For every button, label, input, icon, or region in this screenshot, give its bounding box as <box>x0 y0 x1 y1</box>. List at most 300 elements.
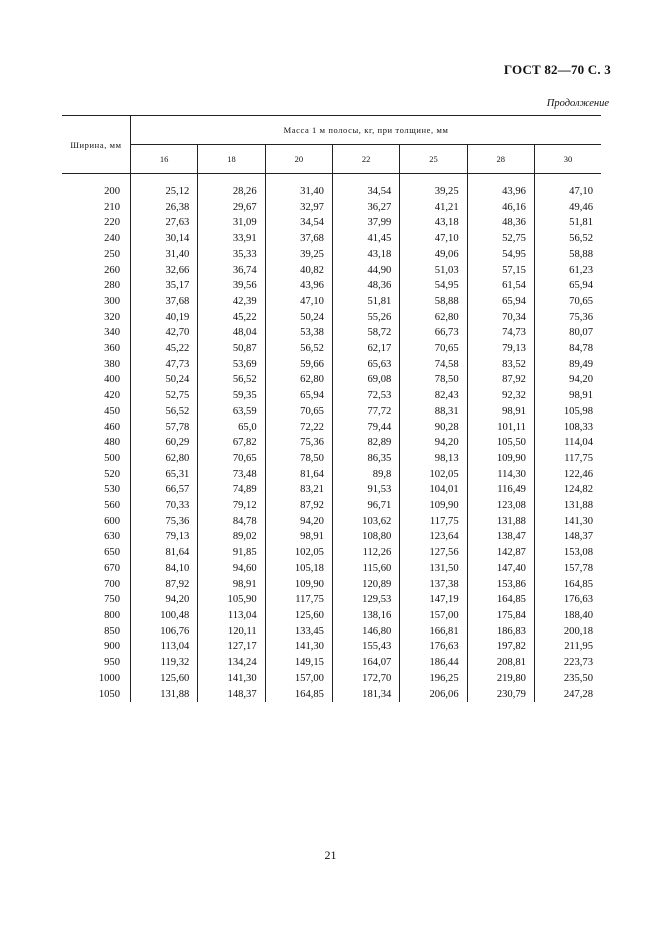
mass-cell: 65,63 <box>332 357 399 373</box>
width-cell: 900 <box>104 641 120 653</box>
mass-cell: 200,18 <box>534 624 601 640</box>
mass-cell: 157,00 <box>265 671 332 687</box>
mass-cell: 35,17 <box>131 278 198 294</box>
mass-cell: 147,40 <box>467 561 534 577</box>
mass-cell: 49,06 <box>400 247 467 263</box>
mass-cell: 39,25 <box>400 174 467 200</box>
mass-cell: 58,88 <box>534 247 601 263</box>
mass-cell: 103,62 <box>332 514 399 530</box>
mass-cell: 91,85 <box>198 545 265 561</box>
mass-cell: 141,30 <box>198 671 265 687</box>
mass-cell: 73,48 <box>198 467 265 483</box>
mass-cell: 141,30 <box>534 514 601 530</box>
mass-cell: 47,73 <box>131 357 198 373</box>
mass-cell: 142,87 <box>467 545 534 561</box>
mass-cell: 31,40 <box>265 174 332 200</box>
mass-cell: 146,80 <box>332 624 399 640</box>
mass-cell: 112,26 <box>332 545 399 561</box>
mass-cell: 26,38 <box>131 200 198 216</box>
mass-cell: 54,95 <box>400 278 467 294</box>
mass-cell: 34,54 <box>265 215 332 231</box>
mass-cell: 40,19 <box>131 310 198 326</box>
mass-cell: 48,36 <box>467 215 534 231</box>
mass-cell: 89,49 <box>534 357 601 373</box>
table-row <box>62 529 601 545</box>
table-row <box>62 671 601 687</box>
table-row <box>62 200 601 216</box>
width-cell: 320 <box>104 311 120 323</box>
mass-cell: 116,49 <box>467 482 534 498</box>
mass-cell: 84,78 <box>198 514 265 530</box>
table-row <box>62 294 601 310</box>
mass-cell: 55,26 <box>332 310 399 326</box>
width-cell: 950 <box>104 657 120 669</box>
mass-cell: 61,54 <box>467 278 534 294</box>
mass-cell: 223,73 <box>534 655 601 671</box>
mass-cell: 164,07 <box>332 655 399 671</box>
mass-cell: 59,66 <box>265 357 332 373</box>
mass-cell: 52,75 <box>467 231 534 247</box>
mass-cell: 45,22 <box>131 341 198 357</box>
mass-cell: 70,65 <box>265 404 332 420</box>
mass-cell: 65,94 <box>265 388 332 404</box>
mass-cell: 47,10 <box>265 294 332 310</box>
width-cell: 340 <box>104 327 120 339</box>
mass-cell: 81,64 <box>265 467 332 483</box>
mass-cell: 219,80 <box>467 671 534 687</box>
mass-cell: 36,74 <box>198 263 265 279</box>
mass-cell: 70,65 <box>400 341 467 357</box>
width-cell: 450 <box>104 405 120 417</box>
mass-cell: 58,72 <box>332 325 399 341</box>
mass-cell: 105,98 <box>534 404 601 420</box>
mass-cell: 98,91 <box>467 404 534 420</box>
table-row <box>62 624 601 640</box>
mass-cell: 57,78 <box>131 420 198 436</box>
table-row <box>62 231 601 247</box>
mass-cell: 96,71 <box>332 498 399 514</box>
table-row <box>62 561 601 577</box>
mass-cell: 153,08 <box>534 545 601 561</box>
mass-cell: 109,90 <box>400 498 467 514</box>
mass-cell: 90,28 <box>400 420 467 436</box>
mass-cell: 70,34 <box>467 310 534 326</box>
mass-cell: 39,56 <box>198 278 265 294</box>
table-row <box>62 514 601 530</box>
mass-cell: 134,24 <box>198 655 265 671</box>
mass-cell: 120,89 <box>332 577 399 593</box>
mass-cell: 43,18 <box>332 247 399 263</box>
mass-cell: 98,91 <box>534 388 601 404</box>
mass-cell: 155,43 <box>332 639 399 655</box>
table-row <box>62 451 601 467</box>
width-cell: 560 <box>104 500 120 512</box>
mass-cell: 94,20 <box>400 435 467 451</box>
width-cell: 420 <box>104 390 120 402</box>
width-cell: 530 <box>104 484 120 496</box>
table-row <box>62 545 601 561</box>
mass-cell: 125,60 <box>131 671 198 687</box>
mass-cell: 74,73 <box>467 325 534 341</box>
mass-cell: 78,50 <box>400 372 467 388</box>
mass-cell: 51,81 <box>332 294 399 310</box>
mass-cell: 49,46 <box>534 200 601 216</box>
table-row <box>62 420 601 436</box>
mass-cell: 114,04 <box>534 435 601 451</box>
width-cell: 260 <box>104 264 120 276</box>
mass-cell: 102,05 <box>400 467 467 483</box>
width-cell: 200 <box>104 186 120 197</box>
mass-cell: 75,36 <box>131 514 198 530</box>
mass-cell: 164,85 <box>467 592 534 608</box>
mass-cell: 79,13 <box>131 529 198 545</box>
mass-cell: 77,72 <box>332 404 399 420</box>
mass-cell: 79,44 <box>332 420 399 436</box>
mass-cell: 50,24 <box>265 310 332 326</box>
mass-cell: 164,85 <box>534 577 601 593</box>
mass-cell: 50,24 <box>131 372 198 388</box>
width-cell: 250 <box>104 248 120 260</box>
mass-cell: 87,92 <box>131 577 198 593</box>
mass-cell: 51,03 <box>400 263 467 279</box>
mass-cell: 56,52 <box>534 231 601 247</box>
mass-cell: 149,15 <box>265 655 332 671</box>
mass-cell: 117,75 <box>534 451 601 467</box>
table-row <box>62 687 601 703</box>
mass-cell: 131,50 <box>400 561 467 577</box>
mass-cell: 63,59 <box>198 404 265 420</box>
mass-cell: 74,58 <box>400 357 467 373</box>
mass-cell: 37,68 <box>131 294 198 310</box>
mass-cell: 84,78 <box>534 341 601 357</box>
mass-cell: 27,63 <box>131 215 198 231</box>
mass-cell: 166,81 <box>400 624 467 640</box>
mass-cell: 175,84 <box>467 608 534 624</box>
mass-cell: 123,64 <box>400 529 467 545</box>
mass-cell: 83,21 <box>265 482 332 498</box>
mass-cell: 31,09 <box>198 215 265 231</box>
mass-cell: 157,00 <box>400 608 467 624</box>
table-row <box>62 639 601 655</box>
mass-cell: 157,78 <box>534 561 601 577</box>
mass-cell: 79,13 <box>467 341 534 357</box>
table-row <box>62 577 601 593</box>
mass-cell: 113,04 <box>131 639 198 655</box>
mass-cell: 65,94 <box>467 294 534 310</box>
mass-cell: 74,89 <box>198 482 265 498</box>
mass-cell: 131,88 <box>467 514 534 530</box>
mass-cell: 62,80 <box>131 451 198 467</box>
width-cell: 300 <box>104 295 120 307</box>
mass-cell: 104,01 <box>400 482 467 498</box>
thickness-header: 18 <box>198 145 265 174</box>
mass-cell: 208,81 <box>467 655 534 671</box>
mass-cell: 28,26 <box>198 174 265 200</box>
mass-cell: 65,0 <box>198 420 265 436</box>
mass-cell: 42,39 <box>198 294 265 310</box>
thickness-header: 25 <box>400 145 467 174</box>
width-cell: 240 <box>104 233 120 245</box>
table-row <box>62 592 601 608</box>
mass-cell: 47,10 <box>400 231 467 247</box>
width-cell: 380 <box>104 358 120 370</box>
thickness-header-row <box>62 145 601 174</box>
mass-cell: 31,40 <box>131 247 198 263</box>
mass-cell: 80,07 <box>534 325 601 341</box>
mass-cell: 47,10 <box>534 174 601 200</box>
mass-cell: 45,22 <box>198 310 265 326</box>
table-row <box>62 278 601 294</box>
mass-cell: 138,16 <box>332 608 399 624</box>
mass-cell: 65,94 <box>534 278 601 294</box>
mass-cell: 123,08 <box>467 498 534 514</box>
mass-cell: 94,20 <box>265 514 332 530</box>
mass-cell: 51,81 <box>534 215 601 231</box>
mass-cell: 117,75 <box>265 592 332 608</box>
mass-cell: 131,88 <box>534 498 601 514</box>
mass-cell: 50,87 <box>198 341 265 357</box>
mass-cell: 120,11 <box>198 624 265 640</box>
mass-cell: 164,85 <box>265 687 332 703</box>
mass-cell: 52,75 <box>131 388 198 404</box>
mass-cell: 87,92 <box>467 372 534 388</box>
thickness-header: 16 <box>131 145 198 174</box>
table-row <box>62 482 601 498</box>
mass-cell: 105,18 <box>265 561 332 577</box>
mass-cell: 48,36 <box>332 278 399 294</box>
mass-cell: 148,37 <box>534 529 601 545</box>
table-row <box>62 174 601 200</box>
table-row <box>62 263 601 279</box>
mass-cell: 109,90 <box>467 451 534 467</box>
mass-cell: 113,04 <box>198 608 265 624</box>
mass-cell: 92,32 <box>467 388 534 404</box>
mass-cell: 59,35 <box>198 388 265 404</box>
mass-column-header: Масса 1 м полосы, кг, при толщине, мм <box>131 116 602 145</box>
mass-cell: 127,17 <box>198 639 265 655</box>
mass-cell: 32,97 <box>265 200 332 216</box>
width-cell: 800 <box>104 609 120 621</box>
mass-cell: 70,33 <box>131 498 198 514</box>
mass-cell: 138,47 <box>467 529 534 545</box>
mass-cell: 37,68 <box>265 231 332 247</box>
continuation-label: Продолжение <box>546 98 609 109</box>
mass-cell: 62,80 <box>400 310 467 326</box>
mass-cell: 148,37 <box>198 687 265 703</box>
mass-cell: 122,46 <box>534 467 601 483</box>
mass-cell: 197,82 <box>467 639 534 655</box>
mass-cell: 40,82 <box>265 263 332 279</box>
mass-cell: 89,02 <box>198 529 265 545</box>
mass-cell: 188,40 <box>534 608 601 624</box>
table-row <box>62 435 601 451</box>
width-cell: 630 <box>104 531 120 543</box>
width-cell: 220 <box>104 217 120 229</box>
mass-cell: 186,44 <box>400 655 467 671</box>
width-cell: 460 <box>104 421 120 433</box>
mass-cell: 72,53 <box>332 388 399 404</box>
mass-cell: 181,34 <box>332 687 399 703</box>
page-number: 21 <box>324 848 337 862</box>
mass-cell: 75,36 <box>534 310 601 326</box>
table-row <box>62 467 601 483</box>
mass-cell: 109,90 <box>265 577 332 593</box>
mass-cell: 37,99 <box>332 215 399 231</box>
width-cell: 650 <box>104 547 120 559</box>
mass-cell: 29,67 <box>198 200 265 216</box>
mass-cell: 78,50 <box>265 451 332 467</box>
mass-cell: 87,92 <box>265 498 332 514</box>
mass-cell: 42,70 <box>131 325 198 341</box>
mass-cell: 127,56 <box>400 545 467 561</box>
mass-cell: 53,69 <box>198 357 265 373</box>
width-cell: 480 <box>104 437 120 449</box>
mass-cell: 98,91 <box>198 577 265 593</box>
table-row <box>62 325 601 341</box>
width-cell: 600 <box>104 515 120 527</box>
width-cell: 360 <box>104 343 120 355</box>
width-cell: 400 <box>104 374 120 386</box>
mass-cell: 86,35 <box>332 451 399 467</box>
mass-cell: 94,20 <box>534 372 601 388</box>
mass-cell: 83,52 <box>467 357 534 373</box>
mass-cell: 36,27 <box>332 200 399 216</box>
table-row <box>62 357 601 373</box>
mass-cell: 82,89 <box>332 435 399 451</box>
mass-cell: 100,48 <box>131 608 198 624</box>
width-column-header: Ширина, мм <box>62 116 131 174</box>
mass-cell: 101,11 <box>467 420 534 436</box>
mass-cell: 81,64 <box>131 545 198 561</box>
mass-cell: 66,73 <box>400 325 467 341</box>
mass-cell: 43,96 <box>265 278 332 294</box>
width-cell: 520 <box>104 468 120 480</box>
mass-cell: 105,90 <box>198 592 265 608</box>
table-row <box>62 498 601 514</box>
mass-cell: 79,12 <box>198 498 265 514</box>
mass-cell: 133,45 <box>265 624 332 640</box>
mass-cell: 186,83 <box>467 624 534 640</box>
mass-cell: 69,08 <box>332 372 399 388</box>
mass-cell: 117,75 <box>400 514 467 530</box>
mass-cell: 89,8 <box>332 467 399 483</box>
mass-cell: 176,63 <box>400 639 467 655</box>
width-cell: 750 <box>104 594 120 606</box>
table-row <box>62 388 601 404</box>
mass-cell: 60,29 <box>131 435 198 451</box>
mass-cell: 56,52 <box>265 341 332 357</box>
mass-cell: 108,33 <box>534 420 601 436</box>
mass-cell: 56,52 <box>131 404 198 420</box>
table-row <box>62 310 601 326</box>
mass-cell: 57,15 <box>467 263 534 279</box>
mass-cell: 43,18 <box>400 215 467 231</box>
mass-cell: 58,88 <box>400 294 467 310</box>
mass-cell: 98,13 <box>400 451 467 467</box>
mass-cell: 211,95 <box>534 639 601 655</box>
mass-cell: 70,65 <box>534 294 601 310</box>
mass-cell: 35,33 <box>198 247 265 263</box>
mass-cell: 34,54 <box>332 174 399 200</box>
mass-cell: 66,57 <box>131 482 198 498</box>
mass-cell: 75,36 <box>265 435 332 451</box>
width-cell: 850 <box>104 625 120 637</box>
mass-cell: 72,22 <box>265 420 332 436</box>
mass-cell: 124,82 <box>534 482 601 498</box>
mass-cell: 108,80 <box>332 529 399 545</box>
thickness-header: 28 <box>467 145 534 174</box>
mass-cell: 70,65 <box>198 451 265 467</box>
table-row <box>62 372 601 388</box>
mass-table <box>62 115 601 702</box>
mass-cell: 62,80 <box>265 372 332 388</box>
mass-cell: 65,31 <box>131 467 198 483</box>
mass-cell: 84,10 <box>131 561 198 577</box>
mass-cell: 102,05 <box>265 545 332 561</box>
table-body <box>62 174 601 703</box>
mass-cell: 172,70 <box>332 671 399 687</box>
table-row <box>62 247 601 263</box>
mass-cell: 230,79 <box>467 687 534 703</box>
table-row <box>62 608 601 624</box>
mass-cell: 125,60 <box>265 608 332 624</box>
mass-cell: 105,50 <box>467 435 534 451</box>
mass-cell: 67,82 <box>198 435 265 451</box>
mass-cell: 137,38 <box>400 577 467 593</box>
mass-cell: 54,95 <box>467 247 534 263</box>
table-row <box>62 404 601 420</box>
mass-cell: 61,23 <box>534 263 601 279</box>
mass-cell: 196,25 <box>400 671 467 687</box>
mass-cell: 131,88 <box>131 687 198 703</box>
thickness-header: 30 <box>534 145 601 174</box>
mass-cell: 176,63 <box>534 592 601 608</box>
mass-cell: 206,06 <box>400 687 467 703</box>
mass-cell: 235,50 <box>534 671 601 687</box>
mass-cell: 247,28 <box>534 687 601 703</box>
mass-cell: 32,66 <box>131 263 198 279</box>
mass-cell: 119,32 <box>131 655 198 671</box>
table-row <box>62 655 601 671</box>
thickness-header: 20 <box>265 145 332 174</box>
mass-cell: 53,38 <box>265 325 332 341</box>
mass-cell: 82,43 <box>400 388 467 404</box>
width-cell: 1000 <box>98 672 120 684</box>
mass-cell: 94,60 <box>198 561 265 577</box>
mass-cell: 91,53 <box>332 482 399 498</box>
thickness-header: 22 <box>332 145 399 174</box>
mass-cell: 46,16 <box>467 200 534 216</box>
mass-cell: 41,21 <box>400 200 467 216</box>
page-header: ГОСТ 82—70 С. 3 <box>503 62 611 77</box>
mass-cell: 98,91 <box>265 529 332 545</box>
mass-cell: 114,30 <box>467 467 534 483</box>
mass-cell: 62,17 <box>332 341 399 357</box>
width-cell: 500 <box>104 452 120 464</box>
width-cell: 280 <box>104 280 120 292</box>
mass-cell: 153,86 <box>467 577 534 593</box>
width-cell: 700 <box>104 578 120 590</box>
mass-cell: 129,53 <box>332 592 399 608</box>
mass-cell: 43,96 <box>467 174 534 200</box>
width-cell: 1050 <box>98 688 120 700</box>
mass-cell: 48,04 <box>198 325 265 341</box>
mass-cell: 44,90 <box>332 263 399 279</box>
mass-cell: 115,60 <box>332 561 399 577</box>
mass-cell: 30,14 <box>131 231 198 247</box>
mass-cell: 56,52 <box>198 372 265 388</box>
width-cell: 210 <box>104 201 120 213</box>
